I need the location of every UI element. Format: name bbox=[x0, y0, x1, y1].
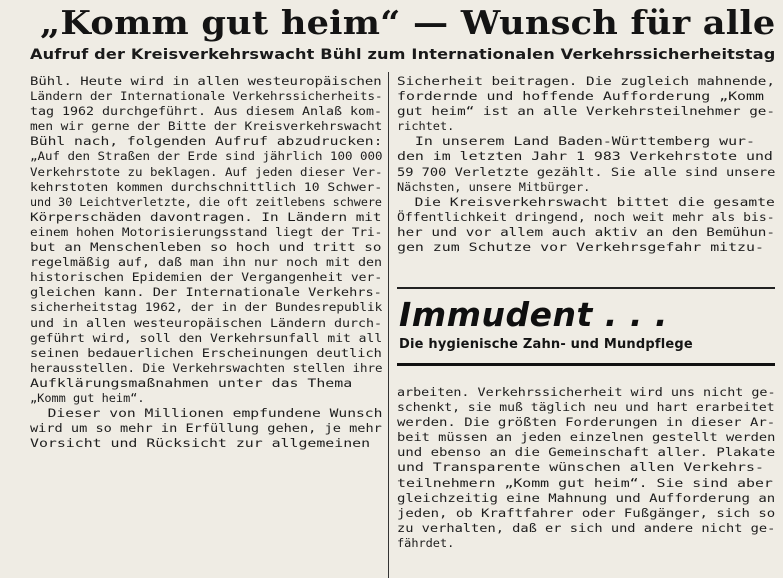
text-line: Bühl nach, folgenden Aufruf abzudrucken: bbox=[30, 134, 383, 149]
ad-tagline: Die hygienische Zahn- und Mundpflege bbox=[399, 337, 693, 352]
text-line: men wir gerne der Bitte der Kreisverkehrswacht bbox=[30, 119, 383, 134]
right-column-bottom bbox=[397, 385, 775, 551]
text-line: Verkehrstote zu beklagen. Auf jeden dieser Ver- bbox=[30, 164, 383, 179]
text-line: gen zum Schutze vor Verkehrsgefahr mitzu- bbox=[397, 240, 764, 255]
text-line: schenkt, sie muß täglich neu und hart erarbeitet bbox=[397, 400, 775, 415]
text-line: seinen bedauerlichen Erscheinungen deutlich bbox=[30, 345, 382, 360]
text-line: historischen Epidemien der Vergangenheit ver- bbox=[30, 270, 383, 285]
text-line: gleichen kann. Der Internationale Verkehrs- bbox=[30, 285, 382, 300]
text-line: und in allen westeuropäischen Ländern durch- bbox=[30, 315, 383, 330]
text-line: Nächsten, unsere Mitbürger. bbox=[397, 179, 591, 194]
text-line: den im letzten Jahr 1 983 Verkehrstote und bbox=[397, 149, 773, 164]
text-line: gleichzeitig eine Mahnung und Aufforderung an bbox=[397, 490, 776, 505]
text-line: Körperschäden davontragen. In Ländern mit bbox=[30, 209, 382, 224]
text-line: tag 1962 durchgeführt. Aus diesem Anlaß kom- bbox=[30, 104, 383, 119]
text-line: Öffentlichkeit dringend, noch weit mehr als bis- bbox=[397, 209, 775, 224]
text-line: sicherheitstag 1962, der in der Bundesrepublik bbox=[30, 300, 383, 315]
text-line: und 30 Leichtverletzte, die oft zeitlebens schwere bbox=[30, 194, 382, 209]
text-line: Bühl. Heute wird in allen westeuropäischen bbox=[30, 74, 382, 88]
advertisement bbox=[397, 283, 775, 378]
text-line: zu verhalten, daß er sich und andere nicht ge- bbox=[397, 520, 776, 535]
text-line: but an Menschenleben so hoch und tritt so bbox=[30, 240, 382, 255]
text-line: Die Kreisverkehrswacht bittet die gesamte bbox=[397, 194, 775, 209]
text-line: herausstellen. Die Verkehrswachten stellen ihre bbox=[30, 360, 383, 375]
headline: „Komm gut heim“ — Wunsch für alle bbox=[40, 3, 776, 42]
text-line: wird um so mehr in Erfüllung gehen, je mehr bbox=[30, 421, 382, 436]
text-line: werden. Die größten Forderungen in dieser Ar- bbox=[397, 415, 776, 430]
text-line: einem hohen Motorisierungsstand liegt der Tri- bbox=[30, 224, 383, 239]
text-line: Aufklärungsmaßnahmen unter das Thema bbox=[30, 375, 353, 390]
ad-bottom-rule bbox=[397, 363, 775, 366]
text-line: Ländern der Internationale Verkehrssicherheits- bbox=[30, 89, 383, 104]
right-column-top bbox=[397, 74, 775, 255]
text-line: und ebenso an die Gemeinschaft aller. Plakate bbox=[397, 445, 776, 460]
text-line: fordernde und hoffende Aufforderung „Komm bbox=[397, 89, 764, 104]
ad-title: Immudent . . . bbox=[399, 295, 668, 334]
text-line: kehrstoten kommen durchschnittlich 10 Schwer- bbox=[30, 179, 383, 194]
text-line: Vorsicht und Rücksicht zur allgemeinen bbox=[30, 436, 371, 451]
text-line: geführt wird, soll den Verkehrsunfall mit all bbox=[30, 330, 383, 345]
text-line: her und vor allem auch aktiv an den Bemühun- bbox=[397, 224, 775, 239]
left-column bbox=[30, 74, 382, 451]
text-line: 59 700 Verletzte gezählt. Sie alle sind unsere bbox=[397, 164, 776, 179]
text-line: gut heim“ ist an alle Verkehrsteilnehmer ge- bbox=[397, 104, 775, 119]
text-line: beit müssen an jeden einzelnen gestellt werden bbox=[397, 430, 776, 445]
subheadline: Aufruf der Kreisverkehrswacht Bühl zum Internationalen Verkehrssicherheitstag bbox=[30, 47, 776, 63]
text-line: In unserem Land Baden-Württemberg wur- bbox=[397, 134, 755, 149]
text-line: Dieser von Millionen empfundene Wunsch bbox=[30, 406, 383, 421]
ad-top-rule bbox=[397, 287, 775, 289]
text-line: teilnehmern „Komm gut heim“. Sie sind aber bbox=[397, 475, 773, 490]
text-line: richtet. bbox=[397, 119, 455, 134]
text-line: fährdet. bbox=[397, 535, 455, 550]
text-line: und Transparente wünschen allen Verkehrs- bbox=[397, 460, 764, 475]
text-line: jeden, ob Kraftfahrer oder Fußgänger, sich so bbox=[397, 505, 776, 520]
text-line: Sicherheit beitragen. Die zugleich mahnende, bbox=[397, 74, 775, 88]
text-line: „Komm gut heim“. bbox=[30, 390, 145, 405]
text-line: „Auf den Straßen der Erde sind jährlich 100 000 bbox=[30, 149, 383, 164]
text-line: arbeiten. Verkehrssicherheit wird uns nicht ge- bbox=[397, 385, 776, 399]
text-line: regelmäßig auf, daß man ihn nur noch mit den bbox=[30, 255, 383, 270]
